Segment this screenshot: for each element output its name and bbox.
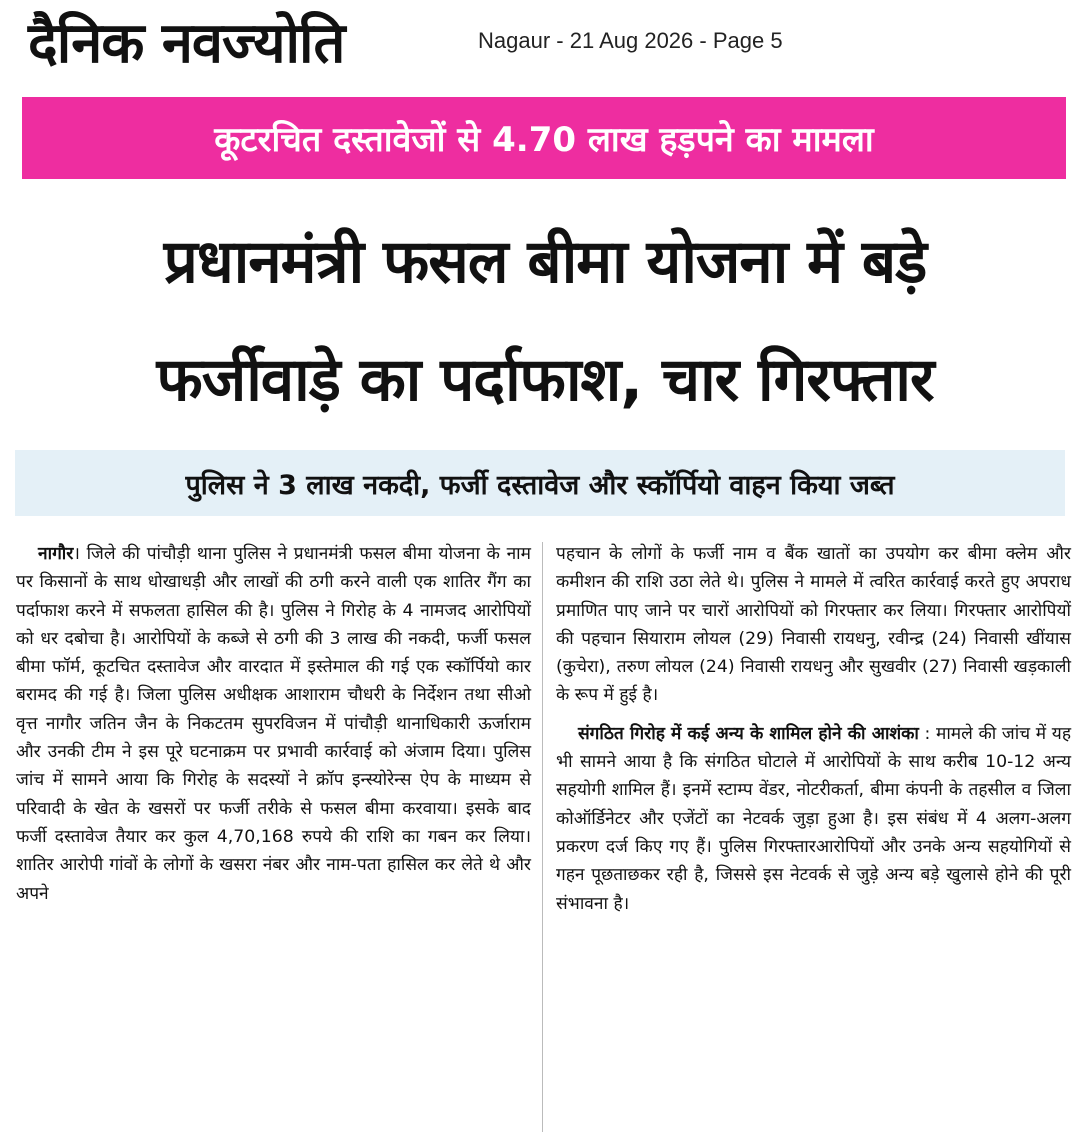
dateline: नागौर bbox=[38, 544, 74, 564]
paragraph-1 bbox=[16, 540, 531, 908]
article-column-right bbox=[556, 540, 1071, 918]
kicker-banner: कूटरचित दस्तावेजों से 4.70 लाख हड़पने का मामला bbox=[22, 97, 1066, 179]
paragraph-3 bbox=[556, 720, 1071, 918]
paragraph-2: पहचान के लोगों के फर्जी नाम व बैंक खातों का उपयोग कर बीमा क्लेम और कमीशन की राशि उठा लेते थे। पुलिस ने मामले में त्वरित कार्रवाई करते हुए अपराध प्रमाणित पाए जाने पर चारों आरोपियों को गिरफ्तार कर लिया। गिरफ्तार आरोपियों की पहचान सियाराम लोयल (29) निवासी रायधनु, रवीन्द्र (24) निवासी खींयास (कुचेरा), तरुण लोयल (24) निवासी रायधनु और सुखवीर (27) निवासी खड़काली के रूप में हुई है। bbox=[556, 544, 1071, 706]
column-divider bbox=[542, 542, 543, 1132]
article-column-left bbox=[16, 540, 531, 908]
sub-heading: संगठित गिरोह में कई अन्य के शामिल होने की आशंका bbox=[578, 723, 919, 744]
edition-info: Nagaur - 21 Aug 2026 - Page 5 bbox=[478, 28, 783, 53]
newspaper-name: दैनिक नवज्योति bbox=[28, 11, 345, 76]
headline-line-2: फर्जीवाड़े का पर्दाफाश, चार गिरफ्तार bbox=[156, 345, 934, 415]
paragraph-1-body: । जिले की पांचौड़ी थाना पुलिस ने प्रधानमंत्री फसल बीमा योजना के नाम पर किसानों के साथ धोखाधड़ी और लाखों की ठगी करने वाली एक शातिर गैंग का पर्दाफाश करने में सफलता हासिल की है। पुलिस ने गिरोह के 4 नामजद आरोपियों को धर दबोचा है। आरोपियों के कब्जे से ठगी की 3 लाख की नकदी, फर्जी फसल बीमा फॉर्म, कूटचित दस्तावेज और वारदात में इस्तेमाल की गई एक स्कॉर्पियो कार बरामद की गई है। जिला पुलिस अधीक्षक आशाराम चौधरी के निर्देशन तथा सीओ वृत्त नागौर जतिन जैन के निकटतम सुपरविजन में पांचौड़ी थानाधिकारी ऊर्जाराम और उनकी टीम ने इस पूरे घटनाक्रम पर प्रभावी कार्रवाई को अंजाम दिया। पुलिस जांच में सामने आया कि गिरोह के सदस्यों ने क्रॉप इन्स्योरेन्स ऐप के माध्यम से परिवादी के खेत के खसरों पर फर्जी तरीके से फसल बीमा करवाया। इसके बाद फर्जी दस्तावेज तैयार कर कुल 4,70,168 रुपये की राशि का गबन कर लिया। शातिर आरोपी गांवों के लोगों के खसरा नंबर और नाम-पता हासिल कर लेते थे और अपने bbox=[16, 544, 531, 904]
paragraph-3-body: : मामले की जांच में यह भी सामने आया है कि संगठित घोटाले में आरोपियों के साथ करीब 10-12 अन्य सहयोगी शामिल हैं। इनमें स्टाम्प वेंडर, नोटरीकर्ता, बीमा कंपनी के तहसील व जिला कोऑर्डिनेटर और एजेंटों का नेटवर्क जुड़ा हुआ है। इस संबंध में 4 अलग-अलग प्रकरण दर्ज किए गए हैं। पुलिस गिरफ्तारआरोपियों और उनके अन्य सहयोगियों से गहन पूछताछकर रही है, जिससे इस नेटवर्क से जुड़े अन्य बड़े खुलासे होने की पूरी संभावना है। bbox=[556, 723, 1071, 914]
masthead bbox=[28, 4, 1068, 84]
headline-line-1: प्रधानमंत्री फसल बीमा योजना में बड़े bbox=[163, 227, 927, 297]
subhead-banner: पुलिस ने 3 लाख नकदी, फर्जी दस्तावेज और स्कॉर्पियो वाहन किया जब्त bbox=[15, 450, 1065, 516]
headline bbox=[30, 203, 1060, 439]
